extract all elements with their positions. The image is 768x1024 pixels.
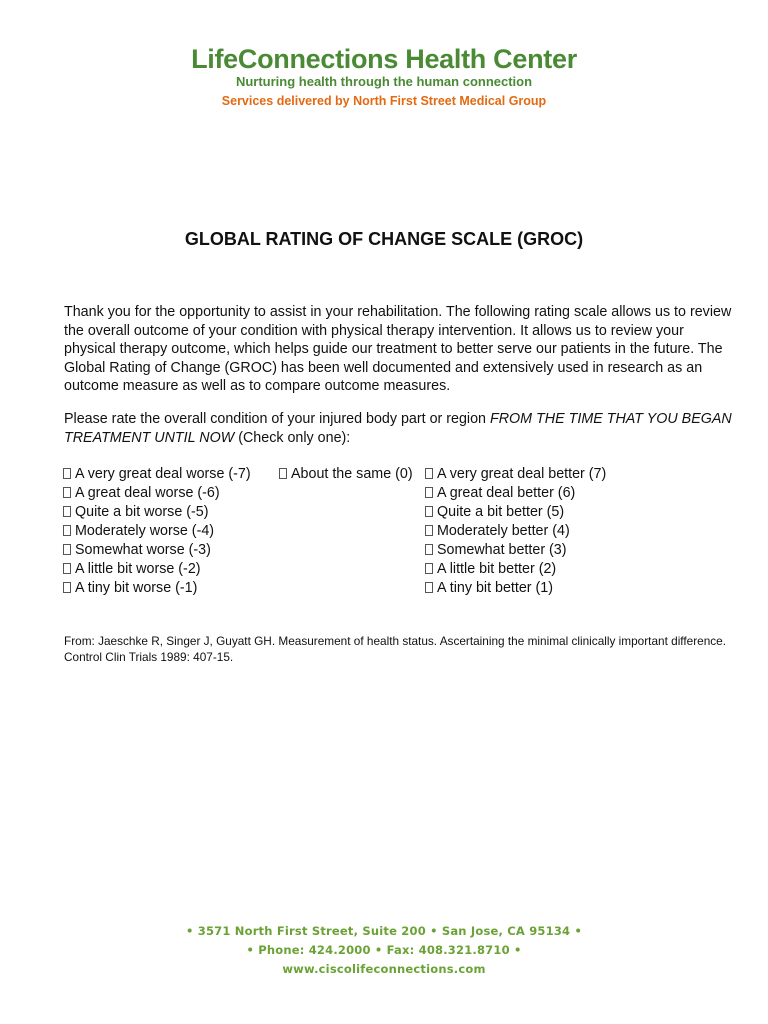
option-better-6[interactable] [425,484,606,503]
checkbox-icon[interactable] [63,544,71,555]
checkbox-icon[interactable] [425,544,433,555]
option-label: A great deal worse (-6) [75,485,220,501]
option-worse-2[interactable] [63,560,251,579]
option-label: A great deal better (6) [437,485,576,501]
option-better-3[interactable] [425,541,606,560]
option-better-2[interactable] [425,560,606,579]
footer-address: • 3571 North First Street, Suite 200 • San Jose, CA 95134 • [186,924,582,938]
option-label: Moderately better (4) [437,523,570,539]
checkbox-icon[interactable] [425,468,433,479]
checkbox-icon[interactable] [63,506,71,517]
organization-name: LifeConnections Health Center [191,44,577,74]
option-label: Moderately worse (-4) [75,523,215,539]
checkbox-icon[interactable] [425,582,433,593]
option-better-4[interactable] [425,522,606,541]
checkbox-icon[interactable] [63,563,71,574]
option-label: Somewhat worse (-3) [75,542,211,558]
option-worse-1[interactable] [63,579,251,598]
citation: From: Jaeschke R, Singer J, Guyatt GH. Measurement of health status. Ascertaining the minimal clinically important difference. Control Clin Trials 1989: 407-15. [64,634,727,664]
checkbox-icon[interactable] [63,582,71,593]
option-better-5[interactable] [425,503,606,522]
intro-paragraph: Thank you for the opportunity to assist in your rehabilitation. The following rating scale allows us to review the overall outcome of your condition with physical therapy intervention. It allows us to review your physical therapy outcome, which helps guide our treatment to better serve our patients in the future. The Global Rating of Change (GROC) has been well documented and extensively used in research as an outcome measure as well as to compare outcome measures. [64,304,732,394]
option-label: A very great deal worse (-7) [75,466,251,482]
checkbox-icon[interactable] [425,487,433,498]
same-option-column [279,465,413,484]
instruction-prefix: Please rate the overall condition of your injured body part or region [64,411,490,427]
option-label: About the same (0) [291,466,413,482]
organization-tagline: Nurturing health through the human connection [235,74,533,89]
instruction-emphasis: FROM THE TIME THAT YOU BEGAN TREATMENT UNTIL NOW [64,411,732,446]
checkbox-icon[interactable] [63,487,71,498]
option-worse-3[interactable] [63,541,251,560]
option-worse-5[interactable] [63,503,251,522]
option-label: A tiny bit better (1) [437,580,554,596]
footer-website[interactable]: www.ciscolifeconnections.com [282,962,486,976]
letterhead [0,42,768,109]
instruction-paragraph [64,410,734,447]
option-label: A very great deal better (7) [437,466,607,482]
checkbox-icon[interactable] [425,506,433,517]
option-label: Quite a bit worse (-5) [75,504,209,520]
checkbox-icon[interactable] [63,525,71,536]
option-worse-6[interactable] [63,484,251,503]
option-better-1[interactable] [425,579,606,598]
option-same-0[interactable] [279,465,413,484]
checkbox-icon[interactable] [279,468,287,479]
services-line: Services delivered by North First Street Medical Group [221,94,547,108]
checkbox-icon[interactable] [425,563,433,574]
option-label: A tiny bit worse (-1) [75,580,198,596]
footer [0,922,768,979]
option-label: Quite a bit better (5) [437,504,565,520]
checkbox-icon[interactable] [425,525,433,536]
checkbox-icon[interactable] [63,468,71,479]
option-label: Somewhat better (3) [437,542,567,558]
better-options-column [425,465,606,598]
option-better-7[interactable] [425,465,606,484]
option-worse-4[interactable] [63,522,251,541]
footer-phone: • Phone: 424.2000 • Fax: 408.321.8710 • [246,943,522,957]
worse-options-column [63,465,251,598]
instruction-suffix: (Check only one): [234,429,351,446]
option-label: A little bit better (2) [437,561,557,577]
option-worse-7[interactable] [63,465,251,484]
document-title: GLOBAL RATING OF CHANGE SCALE (GROC) [184,229,584,249]
option-label: A little bit worse (-2) [75,561,201,577]
